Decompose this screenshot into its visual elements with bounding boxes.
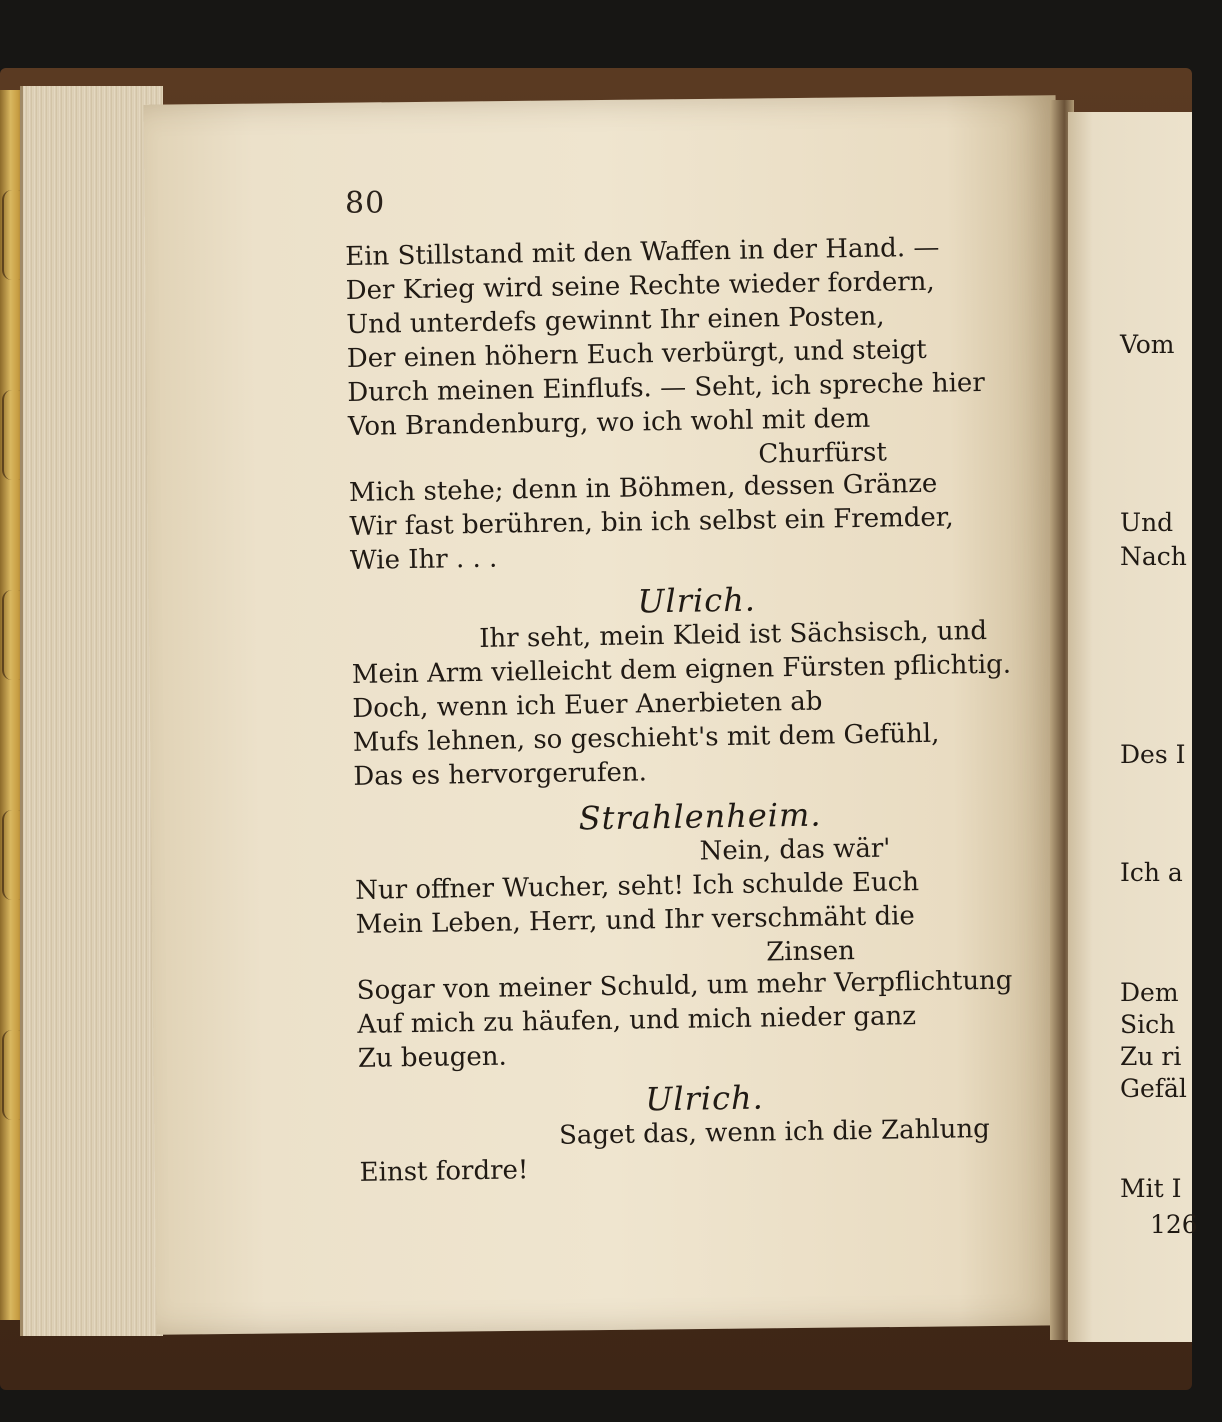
right-page-fragment: Des I xyxy=(1120,740,1186,769)
verse-line: Von Brandenburg, wo ich wohl mit dem xyxy=(347,403,871,442)
verse-line: Der einen höhern Euch verbürgt, und steigt xyxy=(346,334,928,374)
speaker-name: Ulrich. xyxy=(645,1078,765,1119)
verse-line: Wie Ihr . . . xyxy=(349,543,498,576)
verse-line: Nein, das wär' xyxy=(699,833,891,867)
speaker-name: Strahlenheim. xyxy=(578,795,822,838)
right-page-fragment: Nach xyxy=(1120,542,1187,571)
page-number: 80 xyxy=(345,186,386,221)
page-text xyxy=(345,229,1072,1190)
verse-line: Zu beugen. xyxy=(357,1041,507,1074)
verse-line: Durch meinen Einflufs. — Seht, ich spreche hier xyxy=(347,367,985,408)
right-page-fragment: 126 xyxy=(1150,1210,1198,1239)
verse-line: Nur offner Wucher, seht! Ich schulde Euch xyxy=(354,867,920,906)
right-page-fragment: Und xyxy=(1120,508,1174,537)
verse-line: Ein Stillstand mit den Waffen in der Hand. — xyxy=(345,232,940,272)
verse-line: Doch, wenn ich Euer Anerbieten ab xyxy=(352,686,823,724)
verse-line: Wir fast berühren, bin ich selbst ein Fremder, xyxy=(349,502,954,542)
verse-line: Einst fordre! xyxy=(359,1155,529,1188)
page-stack xyxy=(20,86,163,1336)
verse-line: Saget das, wenn ich die Zahlung xyxy=(558,1113,991,1151)
right-page-fragment: Sich xyxy=(1120,1010,1176,1039)
right-page-fragment: Zu ri xyxy=(1120,1042,1182,1071)
right-page-fragment: Dem xyxy=(1120,978,1179,1007)
verse-runover: Churfürst xyxy=(758,437,888,470)
speaker-name: Ulrich. xyxy=(637,580,757,621)
verse-line: Ihr seht, mein Kleid ist Sächsisch, und xyxy=(479,615,988,654)
right-page-fragment: Gefäl xyxy=(1120,1074,1187,1103)
verse-runover: Zinsen xyxy=(766,936,856,968)
verse-line: Mein Leben, Herr, und Ihr verschmäht die xyxy=(355,901,916,940)
verse-line: Das es hervorgerufen. xyxy=(353,757,648,792)
verse-line: Mein Arm vielleicht dem eignen Fürsten pflichtig. xyxy=(351,649,1012,690)
right-page-fragment: Mit I xyxy=(1120,1174,1182,1203)
verse-line: Sogar von meiner Schuld, um mehr Verpflichtung xyxy=(356,965,1013,1006)
verse-line: Mich stehe; denn in Böhmen, dessen Gränze xyxy=(348,468,938,508)
verse-line: Mufs lehnen, so geschieht's mit dem Gefühl, xyxy=(352,718,940,758)
right-page xyxy=(1068,112,1192,1342)
right-page-fragment: Vom xyxy=(1120,330,1175,359)
verse-line: Und unterdefs gewinnt Ihr einen Posten, xyxy=(346,301,885,340)
verse-line: Der Krieg wird seine Rechte wieder fordern, xyxy=(345,266,935,306)
verse-line: Auf mich zu häufen, und mich nieder ganz xyxy=(357,1001,917,1040)
right-page-fragment: Ich a xyxy=(1120,858,1183,887)
